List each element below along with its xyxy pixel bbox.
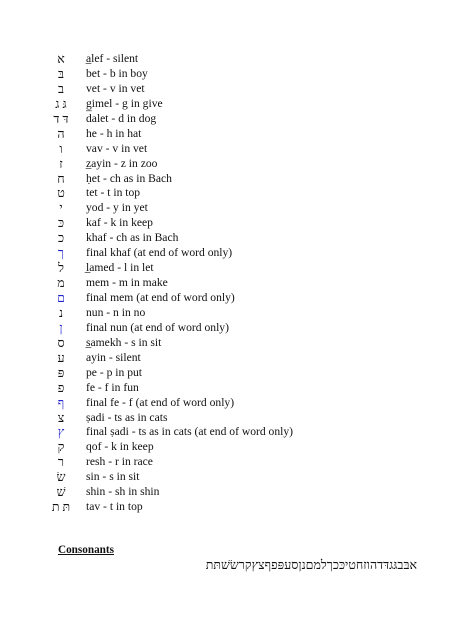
letter-description: final ṣadi - ts as in cats (at end of word only) [86,425,294,439]
hebrew-letter: ן [59,320,63,335]
letter-description: final mem (at end of word only) [86,291,235,304]
letter-description: nun - n in no [86,305,146,319]
hebrew-letter: תּ ת [51,500,71,515]
consonant-row [0,201,474,216]
hebrew-letter: מ [57,276,65,291]
letter-description: final khaf (at end of word only) [86,246,233,260]
consonant-row [0,97,474,112]
consonant-row [0,186,474,201]
letter-description: qof - k in keep [86,440,154,454]
consonants-heading: Consonants [58,544,114,556]
letter-description: pe - p in put [86,365,143,379]
hebrew-letter: ה [57,126,65,141]
consonant-row [0,112,474,127]
hebrew-letter: נ [58,305,64,320]
hebrew-letter: גּ ג [55,96,67,111]
hebrew-letter: בּ [57,66,65,81]
consonant-list [0,52,474,515]
hebrew-letter: י [59,201,63,216]
letter-description: shin - sh in shin [86,485,160,499]
consonant-row [0,381,474,396]
consonant-row [0,172,474,187]
letter-description: g̲imel - g in give [86,96,163,110]
letter-description: khaf - ch as in Bach [86,231,179,245]
letter-description: vet - v in vet [86,81,145,95]
hebrew-letter: ז [59,156,63,171]
consonant-row [0,261,474,276]
consonant-row [0,455,474,470]
consonant-row [0,82,474,97]
consonant-row [0,411,474,426]
consonant-row [0,396,474,411]
letter-description: resh - r in race [86,455,153,469]
letter-description: a̲lef - silent [86,52,139,65]
hebrew-letter: ח [57,171,65,186]
alphabet-sequence: אבּבגּגדּדהוזחטיכּכךלמםנןסעפּפףצץקרשׂשׁתּת [205,558,417,572]
letter-description: tet - t in top [86,186,141,200]
consonant-row [0,246,474,261]
consonant-row [0,216,474,231]
hebrew-letter: פּ [57,365,65,380]
consonant-row [0,336,474,351]
hebrew-letter: ו [59,141,63,156]
letter-description: ḥet - ch as in Bach [86,171,172,185]
consonant-row [0,351,474,366]
hebrew-letter: א [57,52,65,66]
hebrew-letter: ל [58,261,64,276]
consonant-row [0,470,474,485]
hebrew-letter: דּ ד [53,111,69,126]
consonant-row [0,366,474,381]
consonant-row [0,157,474,172]
consonant-row [0,425,474,440]
hebrew-letter: ר [57,455,65,470]
hebrew-letter: כ [57,231,65,246]
hebrew-letter: ף [57,395,65,410]
consonant-row [0,306,474,321]
letter-description: s̲amekh - s in sit [86,335,162,349]
hebrew-letter: ך [57,246,65,261]
letter-description: tav - t in top [86,500,143,514]
letter-description: final nun (at end of word only) [86,320,229,334]
letter-description: fe - f in fun [86,380,139,394]
hebrew-letter: ע [57,350,65,365]
letter-description: kaf - k in keep [86,216,153,230]
hebrew-letter: צ [57,410,65,425]
hebrew-letter: ט [57,186,65,201]
hebrew-letter: ק [57,440,65,455]
letter-description: vav - v in vet [86,141,148,155]
hebrew-letter: שׂ [56,470,66,485]
hebrew-letter: שׁ [56,485,66,500]
hebrew-letter: ץ [57,425,65,440]
hebrew-letter: פ [57,380,65,395]
consonant-row [0,142,474,157]
consonant-row [0,321,474,336]
consonant-row [0,52,474,67]
letter-description: ayin - silent [86,350,141,364]
hebrew-letter: ם [57,291,65,305]
consonant-row [0,67,474,82]
consonant-row [0,440,474,455]
consonant-row [0,485,474,500]
letter-description: ṣadi - ts as in cats [86,410,168,424]
letter-description: dalet - d in dog [86,111,157,125]
consonant-row [0,291,474,306]
consonant-row [0,127,474,142]
letter-description: sin - s in sit [86,470,140,484]
consonant-row [0,276,474,291]
consonant-row [0,500,474,515]
letter-description: bet - b in boy [86,66,148,80]
letter-description: he - h in hat [86,126,142,140]
hebrew-letter: ס [57,335,65,350]
consonant-row [0,231,474,246]
hebrew-letter: כּ [57,216,65,231]
letter-description: final fe - f (at end of word only) [86,395,235,409]
letter-description: z̲ayin - z in zoo [86,156,158,170]
letter-description: mem - m in make [86,276,168,290]
letter-description: l̲amed - l in let [86,261,154,275]
letter-description: yod - y in yet [86,201,148,215]
hebrew-letter: ב [57,81,65,96]
